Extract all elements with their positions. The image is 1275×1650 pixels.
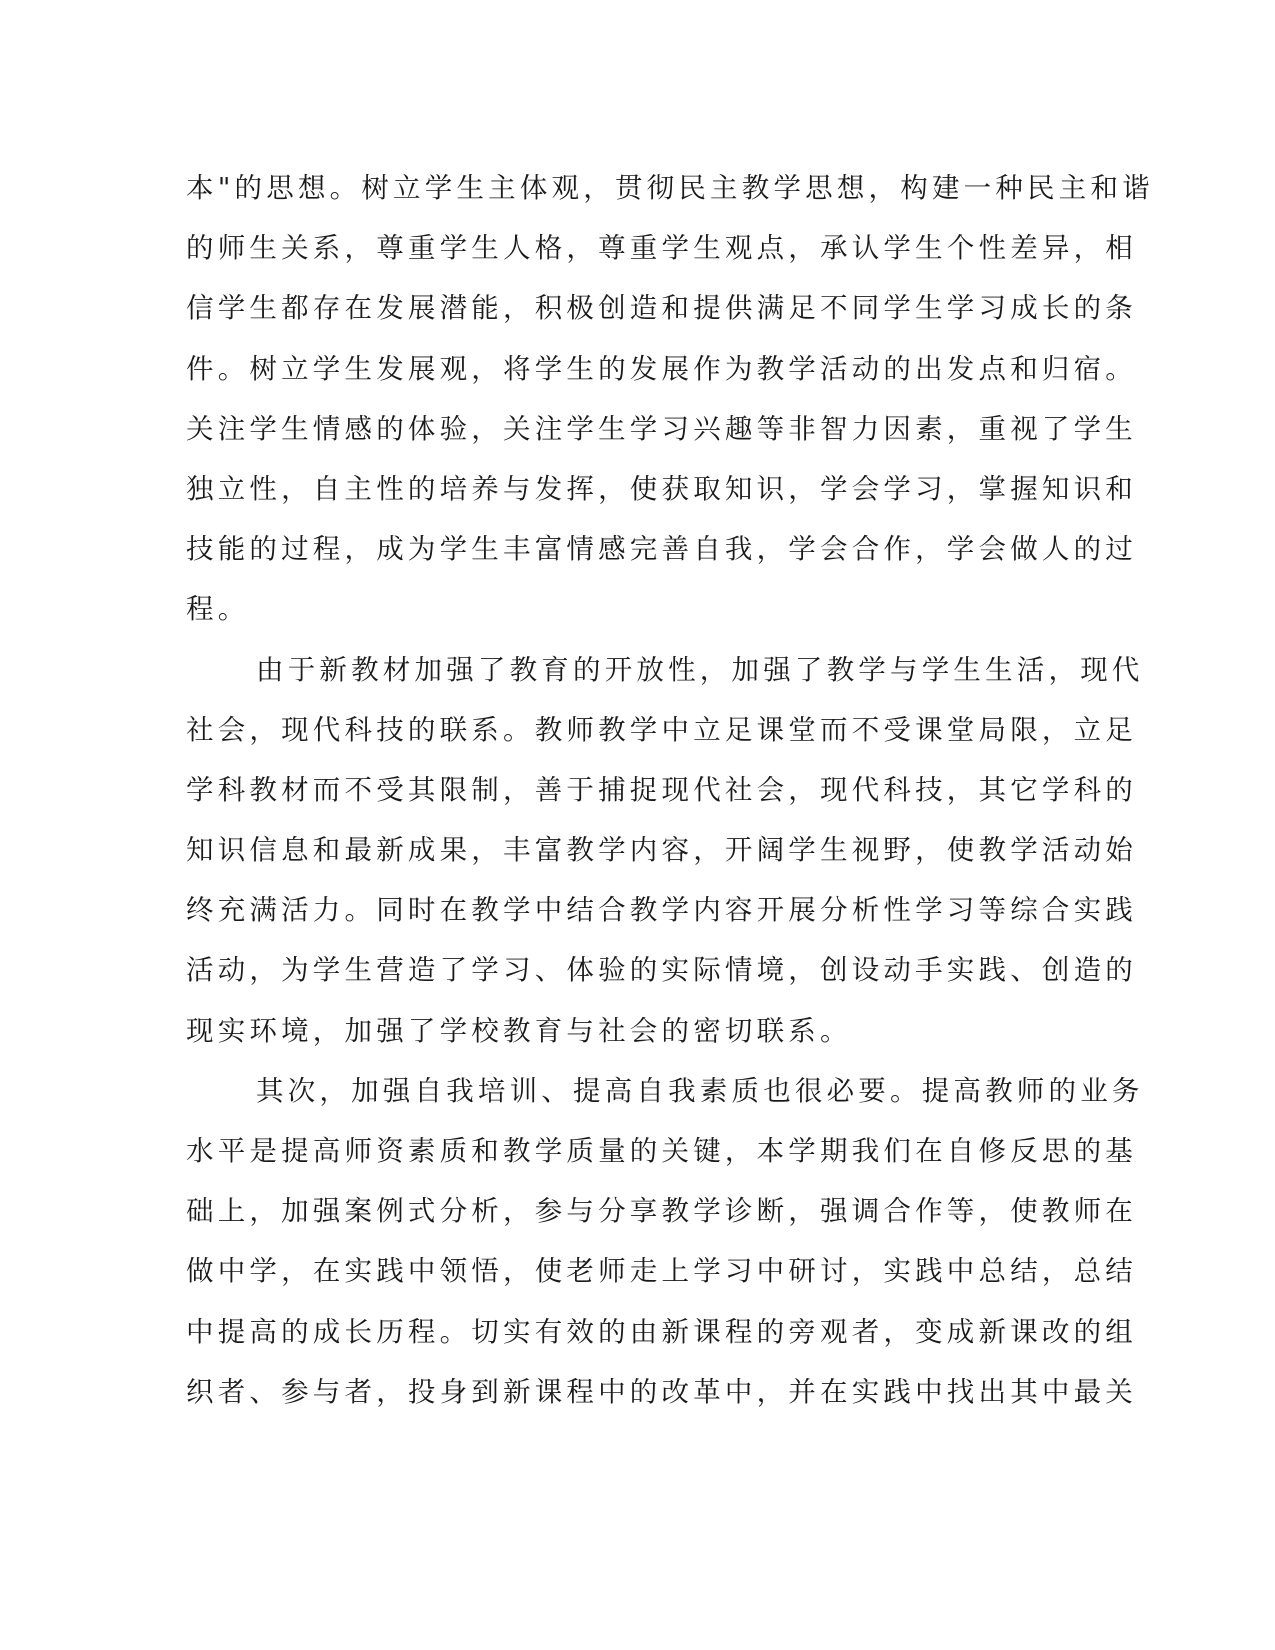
text-line: 学科教材而不受其限制，善于捕捉现代社会，现代科技，其它学科的 bbox=[186, 773, 1137, 806]
text-line: 件。树立学生发展观，将学生的发展作为教学活动的出发点和归宿。 bbox=[186, 352, 1137, 385]
text-line: 活动，为学生营造了学习、体验的实际情境，创设动手实践、创造的 bbox=[186, 954, 1137, 987]
text-line: 础上，加强案例式分析，参与分享教学诊断，强调合作等，使教师在 bbox=[186, 1195, 1137, 1228]
text-line: 织者、参与者，投身到新课程中的改革中，并在实践中找出其中最关 bbox=[186, 1375, 1137, 1408]
text-line: 的师生关系，尊重学生人格，尊重学生观点，承认学生个性差异，相 bbox=[186, 232, 1137, 265]
text-line: 社会，现代科技的联系。教师教学中立足课堂而不受课堂局限，立足 bbox=[186, 713, 1137, 746]
text-line: 终充满活力。同时在教学中结合教学内容开展分析性学习等综合实践 bbox=[186, 894, 1137, 927]
text-line: 独立性，自主性的培养与发挥，使获取知识，学会学习，掌握知识和 bbox=[186, 472, 1137, 505]
text-line: 关注学生情感的体验，关注学生学习兴趣等非智力因素，重视了学生 bbox=[186, 412, 1137, 445]
text-line: 知识信息和最新成果，丰富教学内容，开阔学生视野，使教学活动始 bbox=[186, 834, 1137, 867]
text-line: 信学生都存在发展潜能，积极创造和提供满足不同学生学习成长的条 bbox=[186, 292, 1137, 325]
text-line: 程。 bbox=[186, 593, 250, 626]
paragraph-first-line: 由于新教材加强了教育的开放性，加强了教学与学生生活，现代 bbox=[256, 653, 1144, 686]
text-line: 技能的过程，成为学生丰富情感完善自我，学会合作，学会做人的过 bbox=[186, 533, 1137, 566]
text-line: 现实环境，加强了学校教育与社会的密切联系。 bbox=[186, 1014, 852, 1047]
text-line: 做中学，在实践中领悟，使老师走上学习中研讨，实践中总结，总结 bbox=[186, 1255, 1137, 1288]
text-line: 本"的思想。树立学生主体观，贯彻民主教学思想，构建一种民主和谐 bbox=[186, 172, 1154, 204]
text-line: 中提高的成长历程。切实有效的由新课程的旁观者，变成新课改的组 bbox=[186, 1315, 1137, 1348]
paragraph-first-line: 其次，加强自我培训、提高自我素质也很必要。提高教师的业务 bbox=[256, 1074, 1144, 1107]
text-line: 水平是提高师资素质和教学质量的关键，本学期我们在自修反思的基 bbox=[186, 1135, 1137, 1167]
body-text bbox=[186, 158, 1154, 1422]
